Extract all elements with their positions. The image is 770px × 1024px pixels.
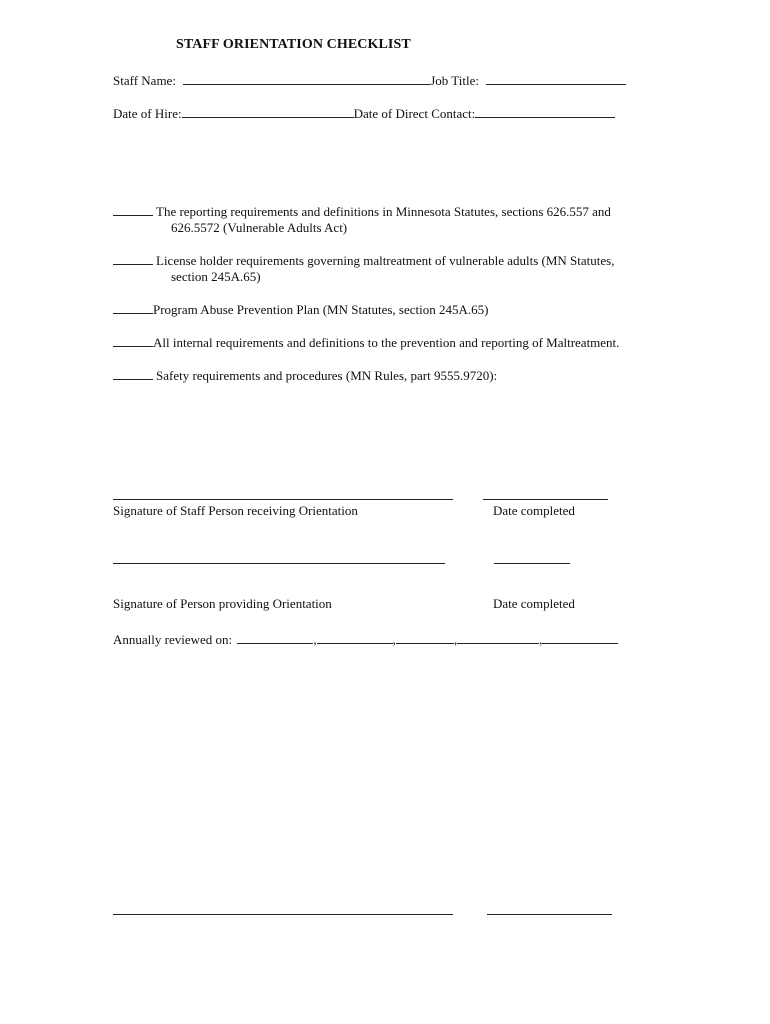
- date-of-direct-contact-label: Date of Direct Contact:: [353, 106, 476, 121]
- checklist-item-text-continued: 626.5572 (Vulnerable Adults Act): [171, 220, 348, 235]
- checklist-blank[interactable]: [113, 301, 153, 314]
- date-completed-label: Date completed: [493, 503, 575, 518]
- date-of-hire-label: Date of Hire:: [113, 106, 182, 121]
- annual-review-date-3[interactable]: [396, 631, 454, 644]
- provider-date-completed-label: Date completed: [493, 596, 575, 611]
- checklist-blank[interactable]: [113, 334, 153, 347]
- annual-review-row: Annually reviewed on: , , , ,: [113, 631, 618, 648]
- date-of-hire-field[interactable]: [182, 105, 354, 118]
- staff-signature-label: Signature of Staff Person receiving Orientation: [113, 503, 358, 518]
- job-title-field[interactable]: [486, 72, 626, 85]
- provider-signature-line[interactable]: [113, 563, 445, 564]
- staff-signature-line[interactable]: [113, 499, 453, 500]
- date-completed-line[interactable]: [483, 499, 608, 500]
- bottom-signature-line[interactable]: [113, 914, 453, 915]
- checklist-item: [113, 334, 619, 351]
- checklist-blank[interactable]: [113, 203, 153, 216]
- staff-name-row: [113, 72, 626, 89]
- checklist-item-text-continued: section 245A.65): [171, 269, 261, 284]
- checklist-item-text: License holder requirements governing maltreatment of vulnerable adults (MN Statutes,: [156, 253, 615, 268]
- annual-review-label: Annually reviewed on:: [113, 632, 233, 647]
- checklist-item: [113, 367, 497, 384]
- bottom-date-line[interactable]: [487, 914, 612, 915]
- annual-review-date-5[interactable]: [542, 631, 618, 644]
- annual-review-date-1[interactable]: [237, 631, 313, 644]
- date-of-direct-contact-field[interactable]: [475, 105, 615, 118]
- provider-signature-label: Signature of Person providing Orientation: [113, 596, 332, 611]
- hire-contact-row: [113, 105, 615, 122]
- checklist-item-text: All internal requirements and definitions to the prevention and reporting of Maltreatment.: [153, 335, 620, 350]
- staff-name-field[interactable]: [183, 72, 430, 85]
- checklist-blank[interactable]: [113, 367, 153, 380]
- checklist-item: [113, 203, 653, 236]
- checklist-item-text: The reporting requirements and definitions in Minnesota Statutes, sections 626.557 and: [156, 204, 611, 219]
- annual-review-date-4[interactable]: [457, 631, 539, 644]
- checklist-item-text: Program Abuse Prevention Plan (MN Statutes, section 245A.65): [153, 302, 489, 317]
- staff-name-label: Staff Name:: [113, 73, 176, 88]
- checklist-item: [113, 252, 653, 285]
- job-title-label: Job Title:: [430, 73, 479, 88]
- annual-review-date-2[interactable]: [317, 631, 393, 644]
- checklist-item-text: Safety requirements and procedures (MN Rules, part 9555.9720):: [156, 368, 498, 383]
- checklist-item: [113, 301, 488, 318]
- provider-date-line[interactable]: [494, 563, 570, 564]
- document-title: STAFF ORIENTATION CHECKLIST: [176, 37, 411, 52]
- checklist-blank[interactable]: [113, 252, 153, 265]
